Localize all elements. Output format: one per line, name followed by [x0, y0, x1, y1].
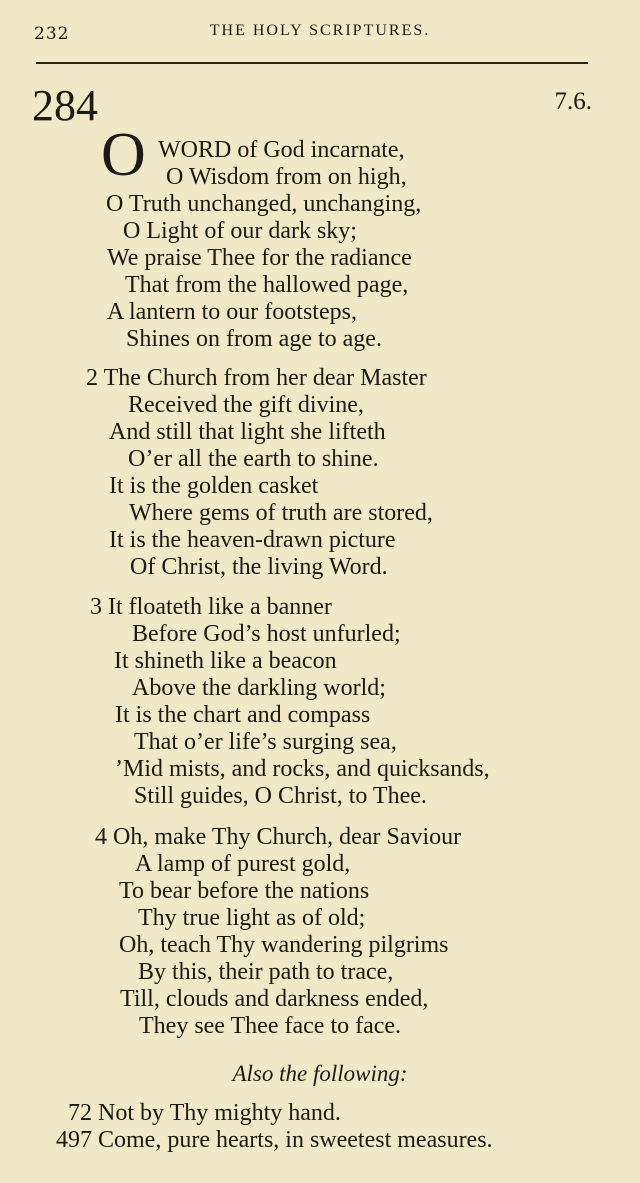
verse-line: It shineth like a beacon	[114, 648, 337, 674]
reference-title: Not by Thy mighty hand.	[98, 1100, 341, 1126]
verse-line: Shines on from age to age.	[126, 326, 382, 352]
hymn-meter: 7.6.	[554, 88, 592, 115]
header-rule	[36, 62, 588, 64]
reference-title: Come, pure hearts, in sweetest measures.	[98, 1127, 493, 1153]
verse-line: Where gems of truth are stored,	[129, 500, 433, 526]
page-number: 232	[34, 24, 70, 44]
verse-line: Oh, teach Thy wandering pilgrims	[119, 932, 449, 958]
verse-line: O Wisdom from on high,	[166, 164, 407, 190]
verse-line: O’er all the earth to shine.	[128, 446, 379, 472]
verse-line: 2 The Church from her dear Master	[86, 365, 427, 391]
running-head	[0, 22, 640, 46]
verse-line: WORD of God incarnate,	[158, 137, 405, 163]
verse-line: ’Mid mists, and rocks, and quicksands,	[115, 756, 490, 782]
verse-line: O Light of our dark sky;	[123, 218, 357, 244]
verse-line: Still guides, O Christ, to Thee.	[134, 783, 427, 809]
reference-number: 497	[56, 1127, 92, 1153]
verse-line: To bear before the nations	[119, 878, 370, 904]
verse-line: Till, clouds and darkness ended,	[120, 986, 429, 1012]
running-title: THE HOLY SCRIPTURES.	[209, 22, 431, 39]
verse-line: It is the golden casket	[109, 473, 319, 499]
verse-line: That from the hallowed page,	[125, 272, 409, 298]
verse-line: Received the gift divine,	[128, 392, 364, 418]
verse-line: 4 Oh, make Thy Church, dear Saviour	[95, 824, 462, 850]
verse-line: They see Thee face to face.	[139, 1013, 402, 1039]
verse-line: Before God’s host unfurled;	[132, 621, 401, 647]
verse-line: By this, their path to trace,	[138, 959, 394, 985]
also-following-heading: Also the following:	[232, 1061, 408, 1086]
verse-line: O Truth unchanged, unchanging,	[106, 191, 422, 217]
verse-line: A lantern to our footsteps,	[107, 299, 357, 325]
verse-line: That o’er life’s surging sea,	[134, 729, 397, 755]
verse-line: It is the heaven-drawn picture	[109, 527, 396, 553]
verse-line: A lamp of purest gold,	[135, 851, 351, 877]
verse-line: It is the chart and compass	[115, 702, 371, 728]
hymn-number: 284	[32, 81, 98, 130]
verse-line: And still that light she lifteth	[109, 419, 386, 445]
verse-line: Of Christ, the living Word.	[130, 554, 388, 580]
hymn-reference	[56, 1127, 493, 1154]
drop-cap: O	[101, 121, 146, 189]
verse-line: Thy true light as of old;	[138, 905, 366, 931]
hymn-reference	[68, 1100, 341, 1127]
reference-number: 72	[68, 1100, 92, 1126]
verse-line: 3 It floateth like a banner	[90, 594, 332, 620]
verse-line: We praise Thee for the radiance	[107, 245, 412, 271]
verse-line: Above the darkling world;	[132, 675, 386, 701]
